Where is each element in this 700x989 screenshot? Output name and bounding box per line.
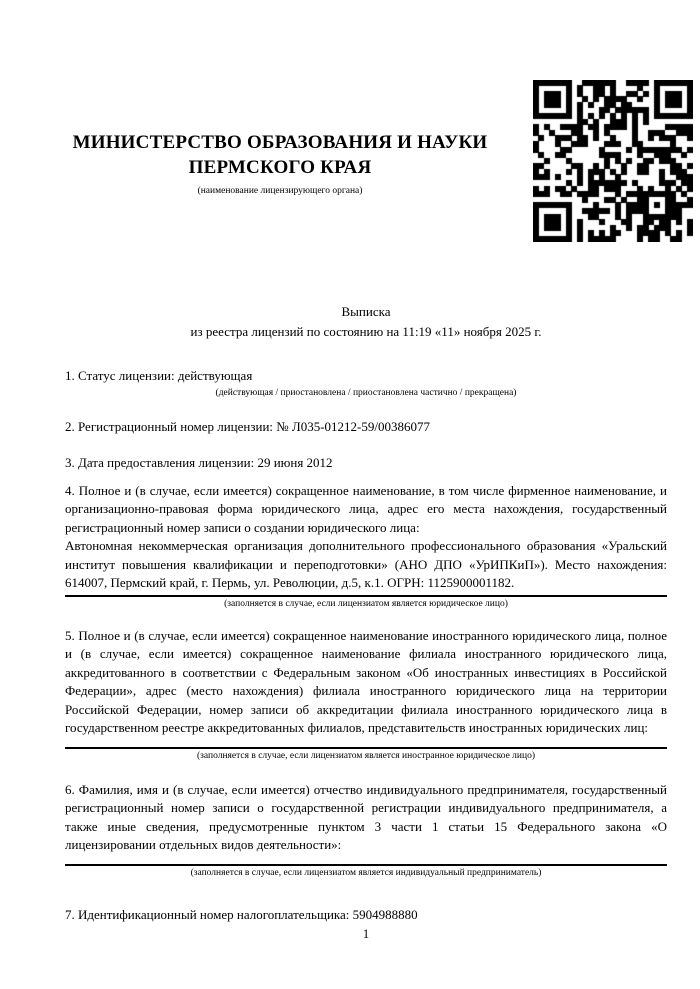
page-number: 1 bbox=[362, 927, 370, 941]
item-note: (заполняется в случае, если лицензиатом является юридическое лицо) bbox=[224, 598, 508, 609]
license-item-1 bbox=[65, 367, 667, 399]
license-item-5 bbox=[65, 627, 667, 762]
document-title bbox=[65, 302, 667, 342]
document-title-line1: Выписка bbox=[341, 304, 391, 319]
qr-code-icon bbox=[533, 80, 693, 242]
item-note: (заполняется в случае, если лицензиатом является иностранное юридическое лицо) bbox=[197, 750, 535, 761]
item-text: Автономная некоммерческая организация дополнительного профессионального образования «Уральский институт повышения квалификации и переподготовки» (АНО ДПО «УрИПКиП»). Место нахождения: 614007, Пермский край, г. Пермь, ул. Революции, д.5, к.1. ОГРН: 1125900001182. bbox=[65, 538, 667, 590]
ministry-name-line1: МИНИСТЕРСТВО ОБРАЗОВАНИЯ И НАУКИ bbox=[72, 132, 488, 153]
license-item-4 bbox=[65, 482, 667, 610]
item-text: 3. Дата предоставления лицензии: 29 июня 2012 bbox=[65, 455, 333, 470]
blank-fill-line bbox=[65, 747, 667, 749]
ministry-name-line2: ПЕРМСКОГО КРАЯ bbox=[188, 157, 372, 178]
item-note: (заполняется в случае, если лицензиатом является индивидуальный предприниматель) bbox=[190, 867, 542, 878]
item-text: 6. Фамилия, имя и (в случае, если имеется) отчество индивидуального предпринимателя, государственный регистрационный номер записи о государственной регистрации индивидуального предпринимателя, а также иные сведения, предусмотренные пунктом 3 части 1 статьи 15 Федерального закона «О лицензировании отдельных видов деятельности»: bbox=[65, 781, 667, 852]
license-item-7 bbox=[65, 906, 667, 925]
document-header bbox=[65, 0, 667, 245]
license-item-2 bbox=[65, 418, 667, 437]
item-text: 2. Регистрационный номер лицензии: № Л035-01212-59/00386077 bbox=[65, 418, 431, 434]
item-text: 1. Статус лицензии: действующая bbox=[65, 368, 253, 383]
blank-fill-line bbox=[65, 595, 667, 597]
license-item-6 bbox=[65, 781, 667, 879]
ministry-caption: (наименование лицензирующего органа) bbox=[197, 186, 363, 196]
item-note: (действующая / приостановлена / приостановлена частично / прекращена) bbox=[215, 387, 517, 398]
document-title-line2: из реестра лицензий по состоянию на 11:19 «11» ноября 2025 г. bbox=[190, 324, 542, 339]
licensing-authority-block bbox=[65, 130, 495, 197]
items-list bbox=[65, 367, 667, 924]
item-text: 7. Идентификационный номер налогоплательщика: 5904988880 bbox=[65, 906, 418, 922]
item-text: 5. Полное и (в случае, если имеется) сокращенное наименование иностранного юридического лица, полное и (в случае, если имеется) сокращенное наименование филиала иностранного юридического лица, аккредитованного в соответствии с Федеральным законом «Об иностранных инвестициях в Российской Федерации», адрес (место нахождения) филиала иностранного юридического лица на территории Российской Федерации, номер записи об аккредитации филиала иностранного юридического лица в государственном реестре аккредитованных филиалов, представительств иностранных юридических лиц: bbox=[65, 627, 667, 735]
blank-fill-line bbox=[65, 864, 667, 866]
ministry-name bbox=[65, 130, 495, 180]
license-item-3 bbox=[65, 454, 667, 473]
item-text: 4. Полное и (в случае, если имеется) сокращенное наименование, в том числе фирменное наименование, и организационно-правовая форма юридического лица, адрес его места нахождения, государственный регистрационный номер записи о создании юридического лица: bbox=[65, 482, 667, 535]
